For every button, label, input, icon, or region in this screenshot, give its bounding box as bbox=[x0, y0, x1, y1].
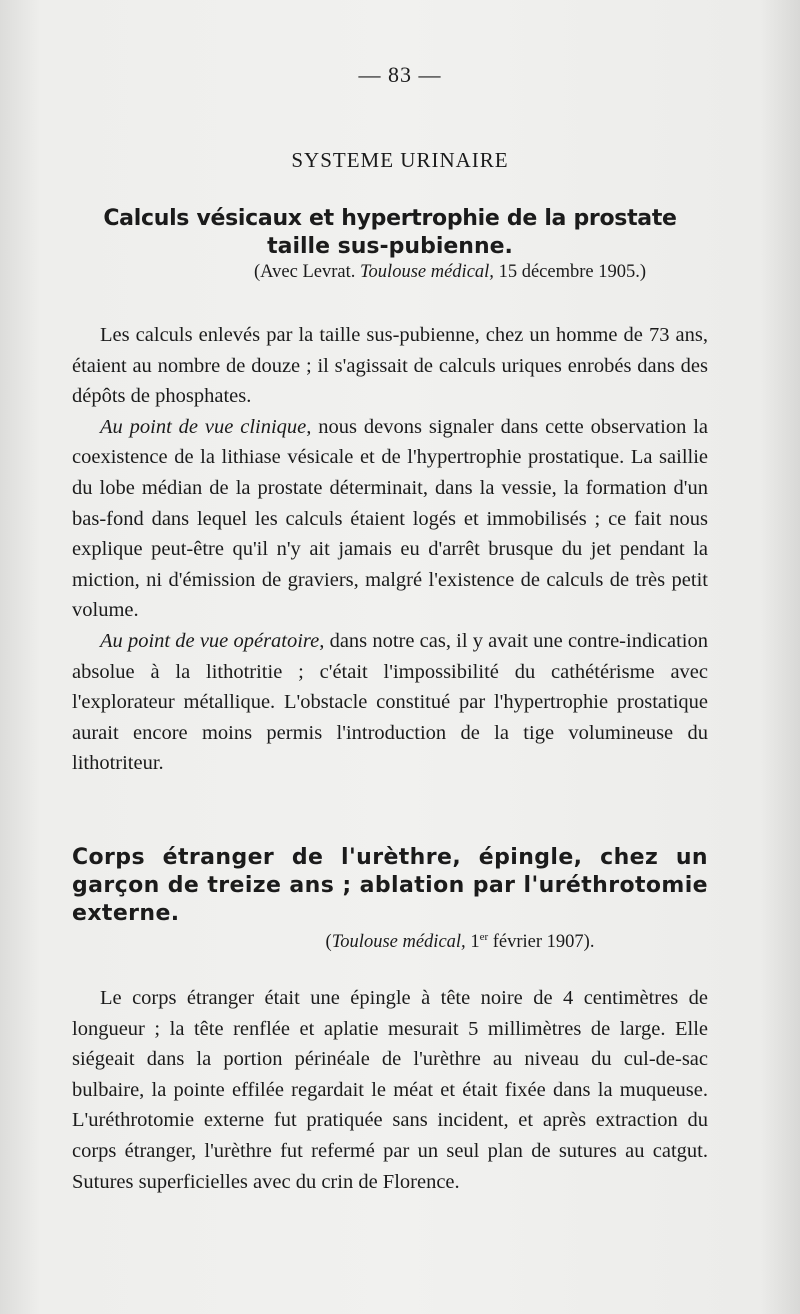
citation-journal: Toulouse médical, bbox=[331, 932, 466, 953]
article-1-title bbox=[72, 205, 708, 261]
article-1-title-line-1: Calculs vésicaux et hypertrophie de la prostate bbox=[103, 206, 677, 231]
page-number: — 83 — bbox=[358, 62, 442, 87]
article-1-title-line-2: taille sus-pubienne. bbox=[267, 234, 513, 259]
citation-prefix: (Avec Levrat. bbox=[254, 262, 356, 282]
citation-day: 1 bbox=[470, 932, 480, 953]
citation-date: 15 décembre 1905.) bbox=[498, 262, 646, 282]
citation-date: février 1907). bbox=[492, 932, 595, 953]
article-2-paragraph-1: Le corps étranger était une épingle à tête noire de 4 centimètres de longueur ; la tête renflée et aplatie mesurait 5 millimètres de large. Elle siégeait dans la portion périnéale de l'urèthre au niveau du cul-de-sac bulbaire, la pointe effilée regardait le méat et était fixée dans la muqueuse. L'uréthrotomie externe fut pratiquée sans incident, et après extraction du corps étranger, l'urèthre fut refermé par un seul plan de sutures au catgut. Sutures superficielles avec du crin de Florence. bbox=[72, 987, 708, 1193]
citation-journal: Toulouse médical, bbox=[359, 262, 494, 282]
citation-open: ( bbox=[325, 932, 332, 953]
citation-superscript: er bbox=[479, 931, 489, 943]
article-1-paragraph-1: Les calculs enlevés par la taille sus-pubienne, chez un homme de 73 ans, étaient au nombre de douze ; il s'agissait de calculs uriques enrobés dans des dépôts de phosphates. bbox=[72, 324, 708, 408]
article-1-paragraph-3 bbox=[72, 626, 708, 779]
article-1-body bbox=[72, 320, 708, 779]
article-1-citation bbox=[0, 262, 800, 283]
paragraph-3-text: dans notre cas, il y avait une contre-indication absolue à la lithotritie ; c'était l'impossibilité du cathétérisme avec l'explorateur métallique. L'obstacle constitué par l'hypertrophie prostatique aurait encore moins permis l'introduction de la tige volumineuse du lithotriteur. bbox=[72, 629, 708, 775]
paragraph-2-text: nous devons signaler dans cette observation la coexistence de la lithiase vésicale et de l'hypertrophie prostatique. La saillie du lobe médian de la prostate déterminait, dans la vessie, la formation d'un bas-fond dans lequel les calculs étaient logés et immobilisés ; ce fait nous explique peut-être qu'il n'y ait jamais eu d'arrêt brusque du jet pendant la miction, ni d'émission de graviers, malgré l'existence de calculs de très petit volume. bbox=[72, 415, 708, 622]
article-2-citation bbox=[0, 931, 800, 953]
article-1-paragraph-2 bbox=[72, 412, 708, 626]
paragraph-2-lead: Au point de vue clinique, bbox=[100, 415, 312, 438]
article-2-body bbox=[72, 983, 708, 1197]
section-title: SYSTEME URINAIRE bbox=[291, 148, 509, 172]
paragraph-3-lead: Au point de vue opératoire, bbox=[100, 629, 325, 652]
article-2-title: Corps étranger de l'urèthre, épingle, chez un garçon de treize ans ; ablation par l'uréthrotomie externe. bbox=[72, 845, 708, 926]
